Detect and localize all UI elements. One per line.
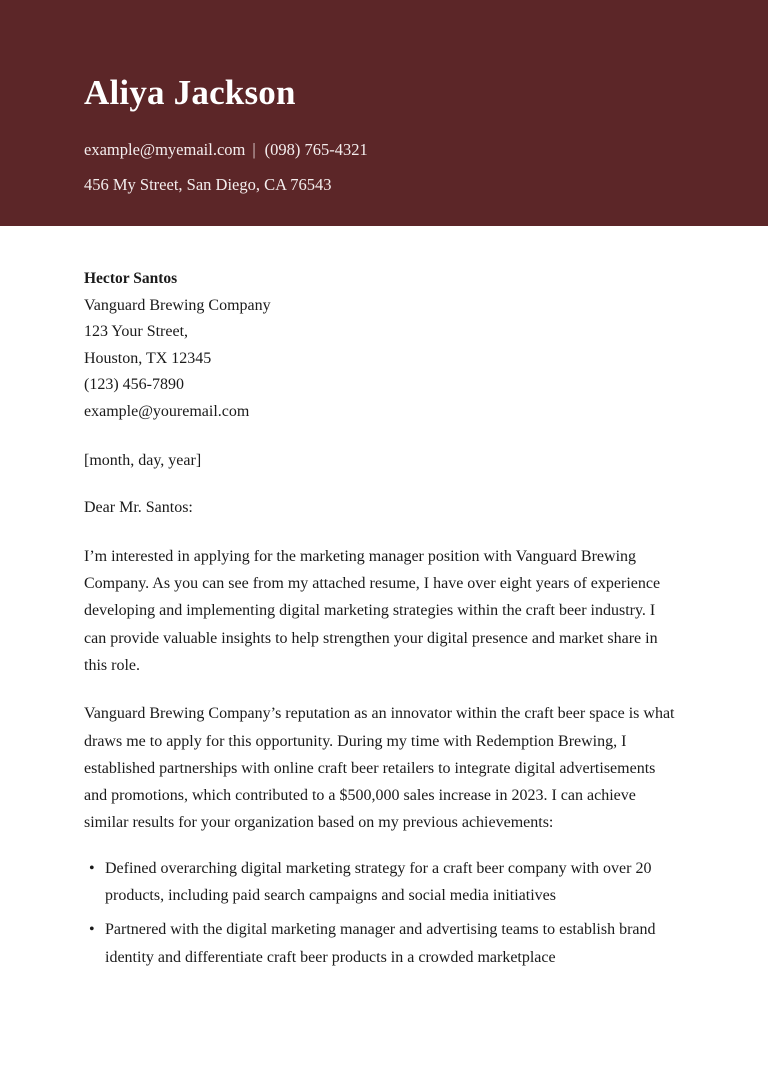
achievements-list [84,855,680,971]
letter-salutation: Dear Mr. Santos: [84,499,193,517]
recipient-name: Hector Santos [84,270,178,287]
bullet-icon: • [89,859,95,877]
recipient-street: 123 Your Street, [84,323,189,341]
applicant-phone: (098) 765-4321 [264,140,368,159]
applicant-name: Aliya Jackson [84,73,296,112]
contact-separator: | [252,140,256,159]
recipient-phone: (123) 456-7890 [84,376,184,394]
letter-paragraph-1: I’m interested in applying for the marketing manager position with Vanguard Brewing Company. As you can see from my attached resume, I have over eight years of experience developing and implementing digital marketing strategies within the craft beer industry. I can provide valuable insights to help strengthen your digital presence and market share in this role. [84,547,661,674]
list-item-text: Defined overarching digital marketing strategy for a craft beer company with over 20 products, including paid search campaigns and social media initiatives [105,859,652,905]
letter-paragraph-2: Vanguard Brewing Company’s reputation as an innovator within the craft beer space is what draws me to apply for this opportunity. During my time with Redemption Brewing, I established partnerships with online craft beer retailers to integrate digital advertisements and promotions, which contributed to a $500,000 sales increase in 2023. I can achieve similar results for your organization based on my previous achievements: [84,705,675,832]
recipient-city-state-zip: Houston, TX 12345 [84,349,212,367]
applicant-email: example@myemail.com [84,140,246,159]
letter-date: [month, day, year] [84,451,202,469]
recipient-company: Vanguard Brewing Company [84,296,271,314]
contact-row-email-phone [84,140,368,160]
bullet-icon: • [89,921,95,939]
recipient-block [84,266,680,426]
list-item-text: Partnered with the digital marketing manager and advertising teams to establish brand identity and differentiate craft beer products in a crowded marketplace [105,921,656,966]
letter-body [0,266,768,971]
letter-header-band [0,0,768,226]
list-item [84,916,680,971]
applicant-address: 456 My Street, San Diego, CA 76543 [84,175,332,194]
recipient-email: example@youremail.com [84,402,250,420]
list-item [84,855,680,910]
